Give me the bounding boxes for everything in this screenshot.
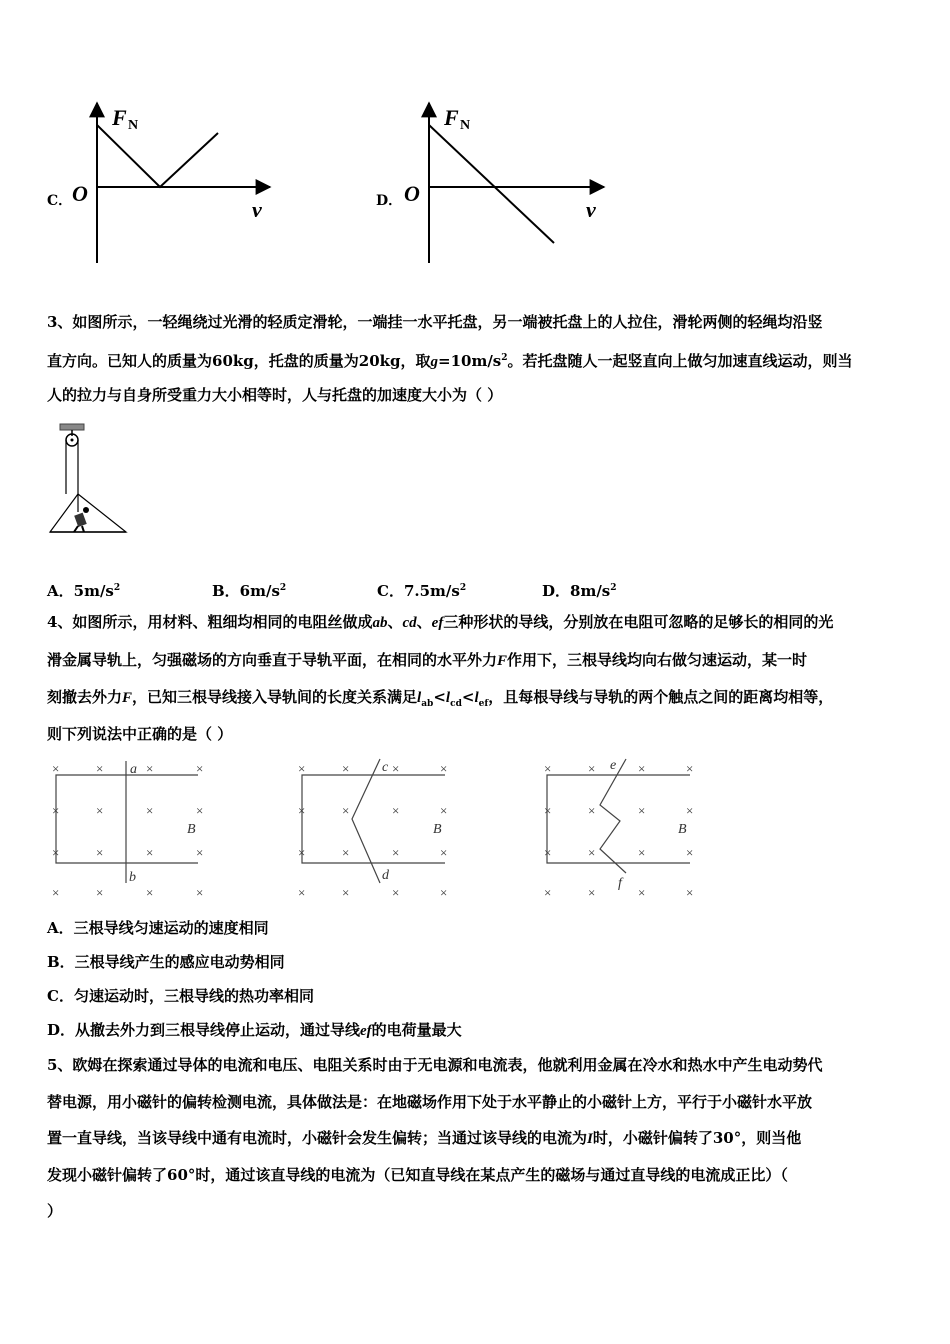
graph-c-origin: O xyxy=(72,181,88,206)
svg-text:×: × xyxy=(96,845,104,860)
q5-line-5: ） xyxy=(47,1202,63,1220)
q4-option-a: A．三根导线匀速运动的速度相同 xyxy=(47,919,269,937)
svg-text:×: × xyxy=(638,845,646,860)
rail-3 xyxy=(547,775,690,863)
svg-text:×: × xyxy=(588,761,596,776)
label-b: b xyxy=(129,870,136,885)
label-f: f xyxy=(618,876,622,891)
svg-text:×: × xyxy=(298,885,306,900)
wire-labels xyxy=(129,758,687,891)
q4-line-2: 滑金属导轨上，匀强磁场的方向垂直于导轨平面，在相同的水平外力F作用下，三根导线均向右做匀速运动，某一时 xyxy=(47,651,808,669)
svg-text:×: × xyxy=(544,885,552,900)
svg-text:×: × xyxy=(440,885,448,900)
svg-text:×: × xyxy=(392,885,400,900)
wire-cd xyxy=(352,759,380,883)
svg-text:×: × xyxy=(342,761,350,776)
graph-d-curve xyxy=(429,125,554,243)
q5-line-2: 替电源，用小磁针的偏转检测电流，具体做法是：在地磁场作用下处于水平静止的小磁针上方，平行于小磁针水平放 xyxy=(47,1093,813,1111)
svg-text:×: × xyxy=(298,845,306,860)
svg-text:×: × xyxy=(342,803,350,818)
svg-text:×: × xyxy=(146,845,154,860)
svg-text:×: × xyxy=(52,845,60,860)
graph-c-curve xyxy=(97,125,218,187)
svg-text:×: × xyxy=(96,803,104,818)
rail-1 xyxy=(56,775,198,863)
svg-text:×: × xyxy=(588,803,596,818)
rail-figures xyxy=(40,755,720,905)
svg-text:×: × xyxy=(638,885,646,900)
q4-option-b: B．三根导线产生的感应电动势相同 xyxy=(47,953,285,971)
rail-figure-cd xyxy=(302,759,448,883)
q5-line-1: 5、欧姆在探索通过导体的电流和电压、电阻关系时由于无电源和电流表，他就利用金属在冷水和热水中产生电动势代 xyxy=(47,1056,823,1074)
label-B-1: B xyxy=(187,822,196,837)
person-icon xyxy=(74,507,89,532)
svg-text:×: × xyxy=(196,761,204,776)
q3-option-d: D．$8m/s^2$ xyxy=(542,582,617,600)
q4-option-c: C．匀速运动时，三根导线的热功率相同 xyxy=(47,987,314,1005)
svg-text:×: × xyxy=(52,761,60,776)
option-c-label: C． xyxy=(47,193,73,209)
svg-text:×: × xyxy=(686,803,694,818)
q4-option-d: D．从撤去外力到三根导线停止运动，通过导线ef的电荷量最大 xyxy=(47,1021,462,1039)
label-B-2: B xyxy=(433,822,442,837)
ceiling-mount xyxy=(60,424,84,430)
svg-text:×: × xyxy=(686,845,694,860)
svg-text:×: × xyxy=(146,885,154,900)
svg-text:×: × xyxy=(686,761,694,776)
svg-text:×: × xyxy=(298,803,306,818)
tray-hanger xyxy=(50,494,126,532)
q4-line-1: 4、如图所示，用材料、粗细均相同的电阻丝做成ab、cd、ef三种形状的导线，分别放在电阻可忽略的足够长的相同的光 xyxy=(47,613,834,631)
label-a: a xyxy=(130,762,137,777)
svg-text:×: × xyxy=(588,845,596,860)
svg-text:×: × xyxy=(392,761,400,776)
label-c: c xyxy=(382,760,389,775)
q3-option-a: A．$5m/s^2$ xyxy=(47,582,121,600)
svg-text:×: × xyxy=(52,803,60,818)
label-B-3: B xyxy=(678,822,687,837)
svg-text:×: × xyxy=(52,885,60,900)
graph-d-y-sub: N xyxy=(460,118,471,133)
svg-text:×: × xyxy=(196,803,204,818)
graph-c-x-label: v xyxy=(252,197,262,222)
q3-line-2: 直方向。已知人的质量为60kg，托盘的质量为20kg，取$g=10m/s^2$。若托盘随人一起竖直向上做匀加速直线运动，则当 xyxy=(47,352,853,370)
svg-text:×: × xyxy=(196,845,204,860)
q4-line-3: 刻撤去外力F，已知三根导线接入导轨间的长度关系满足$l_{ab}<l_{cd}<l_{ef}$，且每根导线与导轨的两个触点之间的距离均相等， xyxy=(47,688,834,709)
svg-text:×: × xyxy=(96,761,104,776)
label-d: d xyxy=(382,868,389,883)
q3-line-1: 3、如图所示，一轻绳绕过光滑的轻质定滑轮，一端挂一水平托盘，另一端被托盘上的人拉住，滑轮两侧的轻绳均沿竖 xyxy=(47,313,823,331)
svg-text:×: × xyxy=(392,803,400,818)
graph-c-y-sub: N xyxy=(128,118,139,133)
label-e: e xyxy=(610,758,617,773)
svg-text:×: × xyxy=(440,803,448,818)
q4-line-4: 则下列说法中正确的是（ ） xyxy=(47,725,233,743)
graph-c xyxy=(60,95,290,270)
svg-text:×: × xyxy=(588,885,596,900)
svg-text:×: × xyxy=(544,845,552,860)
graph-d-origin: O xyxy=(404,181,420,206)
svg-text:×: × xyxy=(686,885,694,900)
graph-d xyxy=(392,95,622,270)
graph-d-y-label: F xyxy=(444,105,459,130)
option-d-label: D． xyxy=(376,193,403,209)
rail-figure-ef xyxy=(547,759,690,873)
q3-option-b: B．$6m/s^2$ xyxy=(212,582,287,600)
q5-line-3: 置一直导线，当该导线中通有电流时，小磁针会发生偏转；当通过该导线的电流为I时，小磁针偏转了30°，则当他 xyxy=(47,1129,802,1147)
svg-text:×: × xyxy=(440,761,448,776)
svg-text:×: × xyxy=(146,761,154,776)
svg-text:×: × xyxy=(342,845,350,860)
svg-text:×: × xyxy=(638,803,646,818)
svg-text:×: × xyxy=(544,803,552,818)
pulley-figure xyxy=(46,422,132,538)
graph-c-y-label: F xyxy=(112,105,127,130)
svg-text:×: × xyxy=(146,803,154,818)
q3-line-3: 人的拉力与自身所受重力大小相等时，人与托盘的加速度大小为（ ） xyxy=(47,386,503,404)
q5-line-4: 发现小磁针偏转了60°时，通过该直导线的电流为（已知直导线在某点产生的磁场与通过直导线的电流成正比）（ xyxy=(47,1166,788,1184)
svg-text:×: × xyxy=(298,761,306,776)
svg-text:×: × xyxy=(342,885,350,900)
svg-text:×: × xyxy=(544,761,552,776)
svg-text:×: × xyxy=(638,761,646,776)
svg-text:×: × xyxy=(392,845,400,860)
wire-ef xyxy=(600,759,626,873)
field-crosses xyxy=(52,761,693,900)
rail-2 xyxy=(302,775,448,863)
svg-text:×: × xyxy=(196,885,204,900)
q3-option-c: C．$7.5m/s^2$ xyxy=(377,582,467,600)
svg-text:×: × xyxy=(96,885,104,900)
graph-d-x-label: v xyxy=(586,197,596,222)
rail-figure-ab xyxy=(56,761,198,883)
svg-text:×: × xyxy=(440,845,448,860)
